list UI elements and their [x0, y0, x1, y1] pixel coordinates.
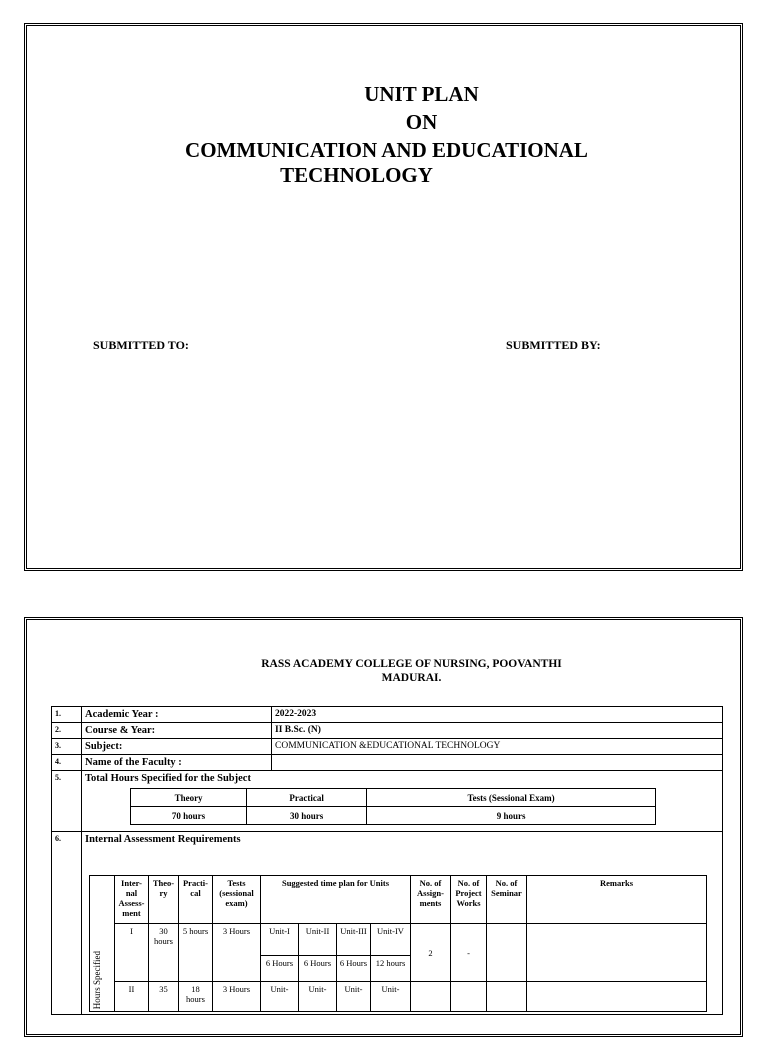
cell-projects-1: -: [451, 924, 487, 982]
cell-internal-2: II: [115, 982, 149, 1012]
header-practical: Practi-cal: [179, 876, 213, 924]
cell-unit-hours-4: 12 hours: [371, 956, 411, 982]
cell-unit-hours-3: 6 Hours: [337, 956, 371, 982]
header-assignments: No. of Assign-ments: [411, 876, 451, 924]
unit-plan-page: [24, 617, 743, 1037]
row-value: 2022-2023: [272, 707, 723, 723]
header-remarks: Remarks: [527, 876, 707, 924]
cell-unit-3: Unit-: [337, 982, 371, 1012]
title-on: ON: [405, 110, 438, 134]
header-suggested-time-plan: Suggested time plan for Units: [261, 876, 411, 924]
cell-assignments-1: 2: [411, 924, 451, 982]
submitted-to-label: SUBMITTED TO:: [93, 338, 189, 352]
hours-value-practical: 30 hours: [247, 807, 367, 825]
row-number: 6.: [52, 832, 82, 1015]
total-hours-label: Total Hours Specified for the Subject: [85, 773, 251, 784]
unit-plan-table: [51, 706, 723, 1015]
table-row: [52, 739, 723, 755]
hours-table: [130, 788, 656, 825]
cell-tests-2: 3 Hours: [213, 982, 261, 1012]
row-number: 3.: [52, 739, 82, 755]
row-value: [272, 755, 723, 771]
cell-remarks-1: [527, 924, 707, 982]
cell-remarks-2: [527, 982, 707, 1012]
cell-unit-4: Unit-: [371, 982, 411, 1012]
cell-practical-1: 5 hours: [179, 924, 213, 982]
hours-value-theory: 70 hours: [131, 807, 247, 825]
row-number: 1.: [52, 707, 82, 723]
cell-seminar-2: [487, 982, 527, 1012]
cover-page: [24, 23, 743, 571]
cell-seminar-1: [487, 924, 527, 982]
college-name: RASS ACADEMY COLLEGE OF NURSING, POOVANTHI: [261, 658, 562, 670]
table-row: [52, 771, 723, 832]
header-internal-assessment: Inter-nal Assess-ment: [115, 876, 149, 924]
cell-unit-4: Unit-IV: [371, 924, 411, 956]
college-city: MADURAI.: [381, 672, 442, 684]
row-value: II B.Sc. (N): [272, 723, 723, 739]
row-label: Course & Year:: [82, 723, 272, 739]
internal-assessment-cell: [82, 832, 723, 1015]
table-row: [52, 755, 723, 771]
header-theory: Theo-ry: [149, 876, 179, 924]
row-number: 2.: [52, 723, 82, 739]
cell-assignments-2: [411, 982, 451, 1012]
cell-unit-2: Unit-: [299, 982, 337, 1012]
cell-unit-hours-2: 6 Hours: [299, 956, 337, 982]
internal-assessment-label: Internal Assessment Requirements: [85, 834, 241, 845]
table-row: [90, 924, 707, 956]
row-label: Name of the Faculty :: [82, 755, 272, 771]
hours-specified-cell: [90, 876, 115, 1012]
total-hours-cell: [82, 771, 723, 832]
row-value: COMMUNICATION &EDUCATIONAL TECHNOLOGY: [272, 739, 723, 755]
cell-practical-2: 18 hours: [179, 982, 213, 1012]
hours-specified-label: Hours Specified: [92, 950, 102, 1009]
table-row: [52, 832, 723, 1015]
header-seminar: No. of Seminar: [487, 876, 527, 924]
cell-projects-2: [451, 982, 487, 1012]
table-row: [90, 982, 707, 1012]
hours-header-tests: Tests (Sessional Exam): [367, 789, 656, 807]
header-tests: Tests (sessional exam): [213, 876, 261, 924]
table-row: [90, 876, 707, 924]
cell-unit-3: Unit-III: [337, 924, 371, 956]
title-subject-line2: TECHNOLOGY: [280, 163, 433, 187]
row-number: 5.: [52, 771, 82, 832]
hours-value-tests: 9 hours: [367, 807, 656, 825]
hours-header-theory: Theory: [131, 789, 247, 807]
row-label: Academic Year :: [82, 707, 272, 723]
row-label: Subject:: [82, 739, 272, 755]
cell-unit-1: Unit-: [261, 982, 299, 1012]
internal-assessment-table: [89, 875, 707, 1012]
submitted-by-label: SUBMITTED BY:: [506, 338, 601, 352]
hours-header-practical: Practical: [247, 789, 367, 807]
cell-unit-hours-1: 6 Hours: [261, 956, 299, 982]
title-subject-line1: COMMUNICATION AND EDUCATIONAL: [185, 138, 588, 162]
cell-theory-1: 30 hours: [149, 924, 179, 982]
table-row: [52, 707, 723, 723]
cell-unit-2: Unit-II: [299, 924, 337, 956]
cell-internal-1: I: [115, 924, 149, 982]
cell-tests-1: 3 Hours: [213, 924, 261, 982]
header-project-works: No. of Project Works: [451, 876, 487, 924]
table-row: [52, 723, 723, 739]
table-row: [131, 789, 656, 807]
table-row: [131, 807, 656, 825]
row-number: 4.: [52, 755, 82, 771]
cell-unit-1: Unit-I: [261, 924, 299, 956]
title-unit-plan: UNIT PLAN: [364, 82, 479, 106]
cell-theory-2: 35: [149, 982, 179, 1012]
